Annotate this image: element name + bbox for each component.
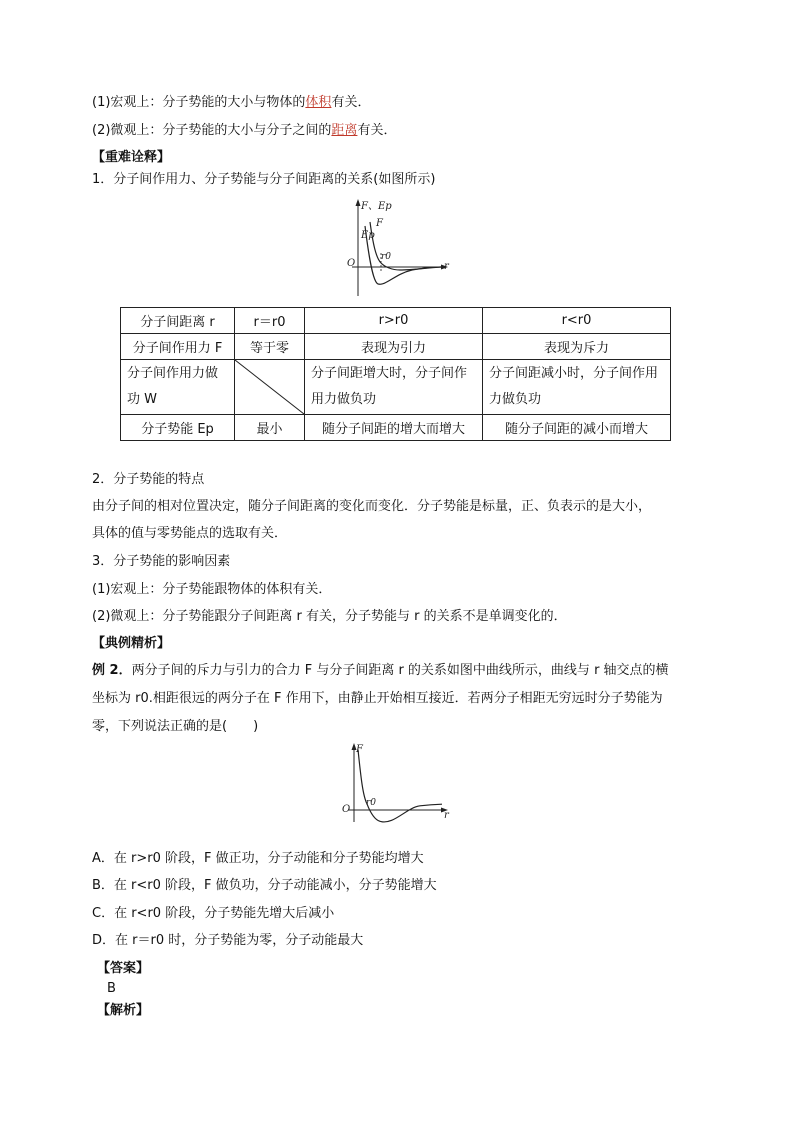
table-cell: 等于零 [235, 334, 305, 360]
figure-force-potential [340, 196, 452, 300]
example-label: 例 2． [92, 663, 132, 678]
point3-title: 3．分子势能的影响因素 [92, 554, 231, 569]
key-heading: 【重难诠释】 [92, 150, 171, 165]
table-cell: 分子间作用力 F [121, 334, 235, 360]
point3-line-1: (1)宏观上：分子势能跟物体的体积有关． [92, 582, 332, 597]
fig2-origin-label: O [342, 804, 351, 815]
answer-heading: 【答案】 [97, 961, 150, 976]
option-a: A．在 r>r0 阶段，F 做正功，分子动能和分子势能均增大 [92, 851, 424, 866]
fig1-r0-label: r0 [381, 252, 392, 262]
fig2-y-label: F [356, 744, 363, 755]
example-line-1 [92, 661, 669, 681]
table-cell: 分子间距增大时，分子间作用力做负功 [305, 360, 483, 415]
example-line-2: 坐标为 r0.相距很远的两分子在 F 作用下，由静止开始相互接近．若两分子相距无穷远时分子势能为 [92, 691, 663, 706]
table-cell: 表现为斥力 [483, 334, 671, 360]
table-cell: 分子间距减小时，分子间作用力做负功 [483, 360, 671, 415]
fig1-curve-f-label: F [376, 218, 383, 229]
table-cell: r<r0 [483, 308, 671, 334]
intro-micro-end: 有关． [357, 123, 397, 138]
example-line-3: 零，下列说法正确的是( ) [92, 719, 259, 734]
intro-macro [92, 93, 370, 113]
fig1-y-label: F、Ep [361, 201, 392, 212]
answer-value: B [107, 981, 116, 996]
point1-title: 1．分子间作用力、分子势能与分子间距离的关系(如图所示) [92, 172, 436, 187]
fig1-curve-ep-label: Ep [361, 230, 375, 241]
diagonal-line [235, 360, 304, 414]
table-cell: r＝r0 [235, 308, 305, 334]
table-cell: 随分子间距的增大而增大 [305, 415, 483, 441]
table-row [121, 360, 671, 415]
table-cell: 最小 [235, 415, 305, 441]
fig1-origin-label: O [347, 258, 356, 269]
intro-macro-end: 有关． [331, 95, 371, 110]
point3-line-2: (2)微观上：分子势能跟分子间距离 r 有关，分子势能与 r 的关系不是单调变化的． [92, 609, 567, 624]
analysis-heading: 【解析】 [97, 1003, 150, 1018]
table-cell: 分子间作用力做功 W [121, 360, 235, 415]
option-d: D．在 r＝r0 时，分子势能为零，分子动能最大 [92, 933, 364, 948]
intro-micro [92, 121, 396, 141]
table-row [121, 308, 671, 334]
example-heading: 【典例精析】 [92, 636, 171, 651]
option-b: B．在 r<r0 阶段，F 做负功，分子动能减小，分子势能增大 [92, 878, 437, 893]
table-cell: r>r0 [305, 308, 483, 334]
table-row [121, 415, 671, 441]
table-cell: 表现为引力 [305, 334, 483, 360]
intro-macro-text: (1)宏观上：分子势能的大小与物体的 [92, 95, 306, 110]
point2-text-1: 由分子间的相对位置决定，随分子间距离的变化而变化．分子势能是标量，正、负表示的是大小， [92, 499, 652, 514]
intro-macro-key: 体积 [305, 95, 332, 110]
table-row [121, 334, 671, 360]
option-c: C．在 r<r0 阶段，分子势能先增大后减小 [92, 906, 335, 921]
intro-micro-text: (2)微观上：分子势能的大小与分子之间的 [92, 123, 332, 138]
point2-title: 2．分子势能的特点 [92, 472, 205, 487]
table-cell: 随分子间距的减小而增大 [483, 415, 671, 441]
figure-force-curve [336, 740, 456, 824]
fig2-r0-label: r0 [366, 798, 377, 808]
table-cell: 分子势能 Ep [121, 415, 235, 441]
example-text-1: 两分子间的斥力与引力的合力 F 与分子间距离 r 的关系如图中曲线所示，曲线与 r 轴交点的横 [131, 663, 669, 678]
table-cell: 分子间距离 r [121, 308, 235, 334]
fig1-x-label: r [444, 261, 449, 272]
comparison-table [120, 307, 671, 441]
intro-micro-key: 距离 [331, 123, 358, 138]
fig2-x-label: r [444, 810, 449, 821]
point2-text-2: 具体的值与零势能点的选取有关． [92, 526, 288, 541]
table-cell-diagonal [235, 360, 305, 415]
